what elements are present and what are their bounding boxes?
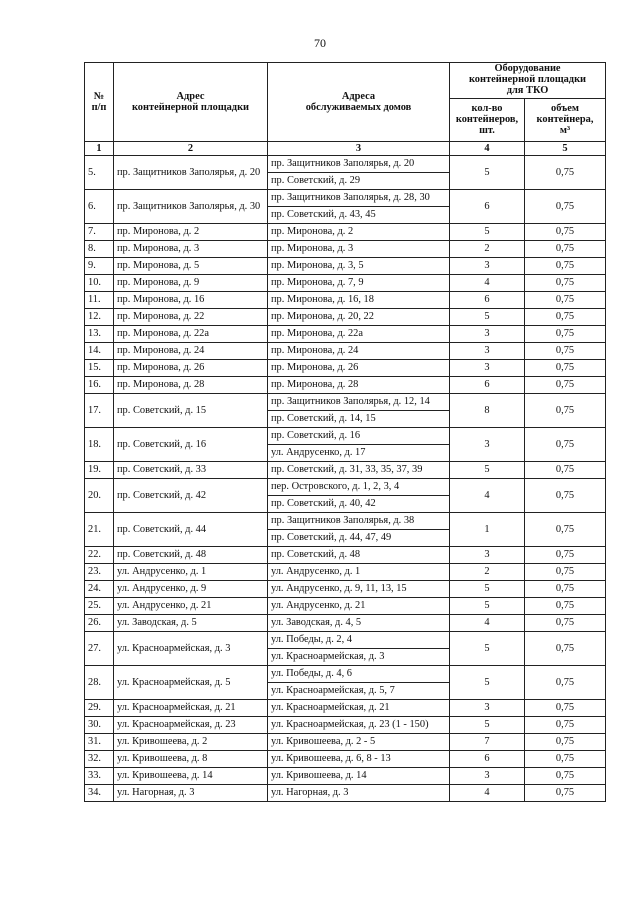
container-count: 2 bbox=[450, 564, 525, 581]
row-number: 33. bbox=[85, 768, 114, 785]
container-volume: 0,75 bbox=[525, 394, 606, 428]
table-row bbox=[85, 598, 606, 615]
page-number: 70 bbox=[314, 36, 326, 50]
container-count: 5 bbox=[450, 156, 525, 190]
served-house: ул. Победы, д. 2, 4 bbox=[268, 632, 450, 649]
container-volume: 0,75 bbox=[525, 224, 606, 241]
col-index: 4 bbox=[450, 141, 525, 155]
container-count: 4 bbox=[450, 479, 525, 513]
served-house: пр. Советский, д. 43, 45 bbox=[268, 207, 450, 224]
served-house: пр. Миронова, д. 3 bbox=[268, 241, 450, 258]
site-address: ул. Красноармейская, д. 21 bbox=[114, 700, 268, 717]
table-row bbox=[85, 394, 606, 411]
table-row bbox=[85, 513, 606, 530]
container-volume: 0,75 bbox=[525, 547, 606, 564]
row-number: 22. bbox=[85, 547, 114, 564]
site-address: пр. Советский, д. 15 bbox=[114, 394, 268, 428]
table-row bbox=[85, 700, 606, 717]
table-row bbox=[85, 768, 606, 785]
container-count: 3 bbox=[450, 547, 525, 564]
site-address: пр. Советский, д. 33 bbox=[114, 462, 268, 479]
col-index: 2 bbox=[114, 141, 268, 155]
site-address: пр. Миронова, д. 24 bbox=[114, 343, 268, 360]
container-volume: 0,75 bbox=[525, 615, 606, 632]
site-address: пр. Миронова, д. 28 bbox=[114, 377, 268, 394]
site-address: пр. Советский, д. 44 bbox=[114, 513, 268, 547]
site-address: пр. Миронова, д. 26 bbox=[114, 360, 268, 377]
header-volume: объем контейнера, м³ bbox=[525, 98, 606, 141]
served-house: пр. Советский, д. 40, 42 bbox=[268, 496, 450, 513]
served-house: пр. Советский, д. 14, 15 bbox=[268, 411, 450, 428]
container-count: 6 bbox=[450, 377, 525, 394]
container-count: 4 bbox=[450, 275, 525, 292]
row-number: 32. bbox=[85, 751, 114, 768]
container-volume: 0,75 bbox=[525, 292, 606, 309]
row-number: 21. bbox=[85, 513, 114, 547]
table-row bbox=[85, 564, 606, 581]
table-row bbox=[85, 326, 606, 343]
table-row bbox=[85, 632, 606, 649]
container-count: 6 bbox=[450, 190, 525, 224]
table-row bbox=[85, 309, 606, 326]
row-number: 25. bbox=[85, 598, 114, 615]
served-house: ул. Заводская, д. 4, 5 bbox=[268, 615, 450, 632]
container-volume: 0,75 bbox=[525, 666, 606, 700]
container-count: 5 bbox=[450, 224, 525, 241]
site-address: ул. Андрусенко, д. 21 bbox=[114, 598, 268, 615]
container-volume: 0,75 bbox=[525, 190, 606, 224]
container-volume: 0,75 bbox=[525, 785, 606, 802]
served-house: пр. Защитников Заполярья, д. 12, 14 bbox=[268, 394, 450, 411]
column-index-row bbox=[85, 141, 606, 155]
container-volume: 0,75 bbox=[525, 343, 606, 360]
row-number: 28. bbox=[85, 666, 114, 700]
row-number: 15. bbox=[85, 360, 114, 377]
header-address: Адрес контейнерной площадки bbox=[114, 63, 268, 142]
site-address: пр. Миронова, д. 9 bbox=[114, 275, 268, 292]
site-address: пр. Миронова, д. 22а bbox=[114, 326, 268, 343]
container-volume: 0,75 bbox=[525, 258, 606, 275]
header-houses: Адреса обслуживаемых домов bbox=[268, 63, 450, 142]
container-count: 3 bbox=[450, 343, 525, 360]
served-house: ул. Кривошеева, д. 2 - 5 bbox=[268, 734, 450, 751]
container-count: 3 bbox=[450, 768, 525, 785]
col-index: 1 bbox=[85, 141, 114, 155]
row-number: 27. bbox=[85, 632, 114, 666]
served-house: пр. Миронова, д. 28 bbox=[268, 377, 450, 394]
served-house: пр. Советский, д. 29 bbox=[268, 173, 450, 190]
header-count: кол-во контейнеров, шт. bbox=[450, 98, 525, 141]
row-number: 6. bbox=[85, 190, 114, 224]
row-number: 10. bbox=[85, 275, 114, 292]
container-count: 3 bbox=[450, 700, 525, 717]
served-house: пр. Советский, д. 31, 33, 35, 37, 39 bbox=[268, 462, 450, 479]
row-number: 20. bbox=[85, 479, 114, 513]
col-index: 5 bbox=[525, 141, 606, 155]
row-number: 30. bbox=[85, 717, 114, 734]
container-volume: 0,75 bbox=[525, 632, 606, 666]
row-number: 14. bbox=[85, 343, 114, 360]
container-count: 1 bbox=[450, 513, 525, 547]
container-count: 7 bbox=[450, 734, 525, 751]
table-body bbox=[85, 156, 606, 802]
served-house: ул. Красноармейская, д. 21 bbox=[268, 700, 450, 717]
table-row bbox=[85, 479, 606, 496]
served-house: пр. Защитников Заполярья, д. 20 bbox=[268, 156, 450, 173]
container-volume: 0,75 bbox=[525, 309, 606, 326]
served-house: пр. Миронова, д. 2 bbox=[268, 224, 450, 241]
container-sites-table bbox=[84, 62, 606, 802]
served-house: пр. Миронова, д. 3, 5 bbox=[268, 258, 450, 275]
served-house: пр. Советский, д. 16 bbox=[268, 428, 450, 445]
site-address: пр. Миронова, д. 3 bbox=[114, 241, 268, 258]
container-volume: 0,75 bbox=[525, 734, 606, 751]
container-volume: 0,75 bbox=[525, 768, 606, 785]
site-address: ул. Кривошеева, д. 14 bbox=[114, 768, 268, 785]
served-house: ул. Андрусенко, д. 9, 11, 13, 15 bbox=[268, 581, 450, 598]
container-volume: 0,75 bbox=[525, 598, 606, 615]
container-count: 5 bbox=[450, 309, 525, 326]
container-volume: 0,75 bbox=[525, 428, 606, 462]
container-count: 4 bbox=[450, 615, 525, 632]
table-row bbox=[85, 666, 606, 683]
container-volume: 0,75 bbox=[525, 564, 606, 581]
container-count: 2 bbox=[450, 241, 525, 258]
served-house: пр. Миронова, д. 7, 9 bbox=[268, 275, 450, 292]
served-house: ул. Андрусенко, д. 17 bbox=[268, 445, 450, 462]
row-number: 7. bbox=[85, 224, 114, 241]
container-count: 5 bbox=[450, 632, 525, 666]
served-house: пр. Миронова, д. 26 bbox=[268, 360, 450, 377]
table-row bbox=[85, 428, 606, 445]
site-address: ул. Нагорная, д. 3 bbox=[114, 785, 268, 802]
container-count: 8 bbox=[450, 394, 525, 428]
served-house: пр. Советский, д. 44, 47, 49 bbox=[268, 530, 450, 547]
served-house: ул. Андрусенко, д. 1 bbox=[268, 564, 450, 581]
table-row bbox=[85, 156, 606, 173]
table-row bbox=[85, 258, 606, 275]
served-house: ул. Кривошеева, д. 6, 8 - 13 bbox=[268, 751, 450, 768]
table-row bbox=[85, 241, 606, 258]
container-count: 6 bbox=[450, 751, 525, 768]
site-address: пр. Миронова, д. 5 bbox=[114, 258, 268, 275]
row-number: 18. bbox=[85, 428, 114, 462]
table-row bbox=[85, 462, 606, 479]
container-volume: 0,75 bbox=[525, 275, 606, 292]
row-number: 5. bbox=[85, 156, 114, 190]
served-house: пр. Миронова, д. 20, 22 bbox=[268, 309, 450, 326]
container-volume: 0,75 bbox=[525, 581, 606, 598]
row-number: 16. bbox=[85, 377, 114, 394]
served-house: пер. Островского, д. 1, 2, 3, 4 bbox=[268, 479, 450, 496]
table-row bbox=[85, 343, 606, 360]
container-count: 5 bbox=[450, 717, 525, 734]
served-house: пр. Защитников Заполярья, д. 28, 30 bbox=[268, 190, 450, 207]
container-volume: 0,75 bbox=[525, 241, 606, 258]
table-row bbox=[85, 360, 606, 377]
served-house: пр. Миронова, д. 16, 18 bbox=[268, 292, 450, 309]
site-address: пр. Миронова, д. 16 bbox=[114, 292, 268, 309]
site-address: пр. Советский, д. 42 bbox=[114, 479, 268, 513]
table-header bbox=[85, 63, 606, 156]
row-number: 13. bbox=[85, 326, 114, 343]
header-equipment: Оборудование контейнерной площадки для ТКО bbox=[450, 63, 606, 99]
row-number: 23. bbox=[85, 564, 114, 581]
table-row bbox=[85, 377, 606, 394]
site-address: ул. Андрусенко, д. 1 bbox=[114, 564, 268, 581]
served-house: ул. Красноармейская, д. 23 (1 - 150) bbox=[268, 717, 450, 734]
served-house: ул. Кривошеева, д. 14 bbox=[268, 768, 450, 785]
row-number: 31. bbox=[85, 734, 114, 751]
served-house: ул. Красноармейская, д. 5, 7 bbox=[268, 683, 450, 700]
row-number: 29. bbox=[85, 700, 114, 717]
row-number: 8. bbox=[85, 241, 114, 258]
served-house: ул. Нагорная, д. 3 bbox=[268, 785, 450, 802]
served-house: пр. Миронова, д. 22а bbox=[268, 326, 450, 343]
table-row bbox=[85, 717, 606, 734]
container-count: 4 bbox=[450, 785, 525, 802]
container-count: 3 bbox=[450, 360, 525, 377]
table-row bbox=[85, 292, 606, 309]
container-volume: 0,75 bbox=[525, 751, 606, 768]
site-address: ул. Кривошеева, д. 2 bbox=[114, 734, 268, 751]
table-row bbox=[85, 547, 606, 564]
site-address: пр. Защитников Заполярья, д. 30 bbox=[114, 190, 268, 224]
container-volume: 0,75 bbox=[525, 513, 606, 547]
site-address: ул. Андрусенко, д. 9 bbox=[114, 581, 268, 598]
container-count: 3 bbox=[450, 326, 525, 343]
served-house: ул. Красноармейская, д. 3 bbox=[268, 649, 450, 666]
row-number: 11. bbox=[85, 292, 114, 309]
served-house: пр. Миронова, д. 24 bbox=[268, 343, 450, 360]
container-count: 6 bbox=[450, 292, 525, 309]
table-row bbox=[85, 734, 606, 751]
table-row bbox=[85, 751, 606, 768]
container-count: 3 bbox=[450, 258, 525, 275]
served-house: ул. Победы, д. 4, 6 bbox=[268, 666, 450, 683]
site-address: ул. Красноармейская, д. 5 bbox=[114, 666, 268, 700]
row-number: 17. bbox=[85, 394, 114, 428]
row-number: 26. bbox=[85, 615, 114, 632]
table-row bbox=[85, 190, 606, 207]
table-row bbox=[85, 785, 606, 802]
site-address: ул. Кривошеева, д. 8 bbox=[114, 751, 268, 768]
container-count: 3 bbox=[450, 428, 525, 462]
row-number: 12. bbox=[85, 309, 114, 326]
site-address: пр. Миронова, д. 2 bbox=[114, 224, 268, 241]
served-house: пр. Советский, д. 48 bbox=[268, 547, 450, 564]
site-address: пр. Защитников Заполярья, д. 20 bbox=[114, 156, 268, 190]
container-count: 5 bbox=[450, 581, 525, 598]
site-address: ул. Заводская, д. 5 bbox=[114, 615, 268, 632]
col-index: 3 bbox=[268, 141, 450, 155]
container-volume: 0,75 bbox=[525, 700, 606, 717]
row-number: 34. bbox=[85, 785, 114, 802]
site-address: ул. Красноармейская, д. 23 bbox=[114, 717, 268, 734]
container-volume: 0,75 bbox=[525, 326, 606, 343]
container-count: 5 bbox=[450, 462, 525, 479]
header-num: № п/п bbox=[85, 63, 114, 142]
served-house: ул. Андрусенко, д. 21 bbox=[268, 598, 450, 615]
container-volume: 0,75 bbox=[525, 360, 606, 377]
row-number: 9. bbox=[85, 258, 114, 275]
container-volume: 0,75 bbox=[525, 462, 606, 479]
container-volume: 0,75 bbox=[525, 156, 606, 190]
site-address: ул. Красноармейская, д. 3 bbox=[114, 632, 268, 666]
site-address: пр. Советский, д. 16 bbox=[114, 428, 268, 462]
table-row bbox=[85, 224, 606, 241]
container-volume: 0,75 bbox=[525, 377, 606, 394]
container-volume: 0,75 bbox=[525, 717, 606, 734]
container-count: 5 bbox=[450, 666, 525, 700]
row-number: 24. bbox=[85, 581, 114, 598]
container-count: 5 bbox=[450, 598, 525, 615]
site-address: пр. Советский, д. 48 bbox=[114, 547, 268, 564]
table-row bbox=[85, 615, 606, 632]
container-volume: 0,75 bbox=[525, 479, 606, 513]
served-house: пр. Защитников Заполярья, д. 38 bbox=[268, 513, 450, 530]
table-row bbox=[85, 581, 606, 598]
site-address: пр. Миронова, д. 22 bbox=[114, 309, 268, 326]
row-number: 19. bbox=[85, 462, 114, 479]
table-row bbox=[85, 275, 606, 292]
